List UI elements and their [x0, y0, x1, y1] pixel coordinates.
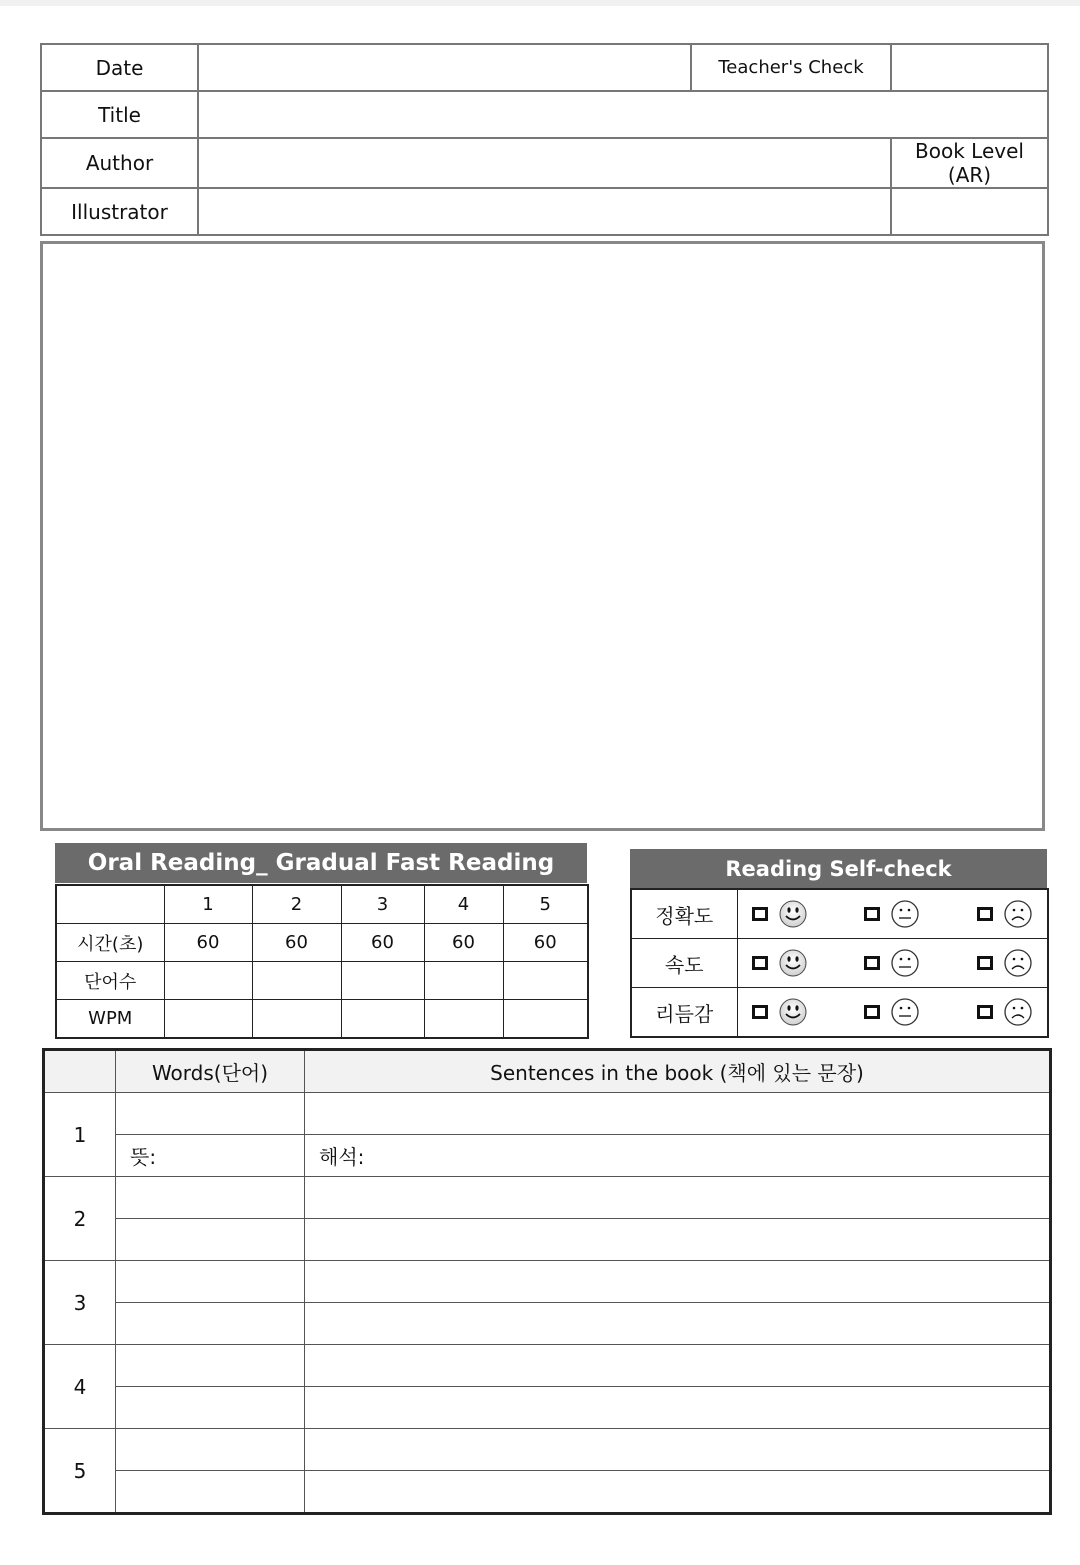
- word-field[interactable]: [116, 1093, 305, 1135]
- translation-field[interactable]: [305, 1303, 1051, 1345]
- date-label: Date: [41, 44, 198, 91]
- time-value: 60: [503, 924, 588, 962]
- sentences-header: Sentences in the book (책에 있는 문장): [305, 1050, 1051, 1093]
- translation-field[interactable]: [305, 1387, 1051, 1429]
- option-sad[interactable]: [977, 899, 1033, 929]
- row-number: 5: [44, 1429, 116, 1514]
- sad-face-icon: [1003, 948, 1033, 978]
- meaning-field[interactable]: [116, 1387, 305, 1429]
- sentence-field[interactable]: [305, 1345, 1051, 1387]
- translation-field[interactable]: [305, 1471, 1051, 1514]
- sentence-field[interactable]: [305, 1429, 1051, 1471]
- meaning-field[interactable]: 뜻:: [116, 1135, 305, 1177]
- time-value: 60: [424, 924, 503, 962]
- wpm-field[interactable]: [503, 1000, 588, 1039]
- checkbox[interactable]: [864, 956, 880, 970]
- translation-field[interactable]: 해석:: [305, 1135, 1051, 1177]
- top-strip: [0, 0, 1080, 6]
- happy-face-icon: [778, 948, 808, 978]
- meaning-field[interactable]: [116, 1471, 305, 1514]
- rhythm-options: [738, 997, 1048, 1027]
- title-label: Title: [41, 91, 198, 138]
- oral-col-header: 1: [164, 885, 252, 924]
- summary-box[interactable]: [40, 241, 1045, 831]
- word-field[interactable]: [116, 1177, 305, 1219]
- rhythm-label: 리듬감: [631, 988, 737, 1038]
- oral-col-header: 5: [503, 885, 588, 924]
- neutral-face-icon: [890, 948, 920, 978]
- book-info-table: [40, 43, 1049, 236]
- word-count-field[interactable]: [252, 962, 341, 1000]
- words-sentences-table: [42, 1048, 1052, 1515]
- time-value: 60: [252, 924, 341, 962]
- happy-face-icon: [778, 899, 808, 929]
- translation-field[interactable]: [305, 1219, 1051, 1261]
- speed-label: 속도: [631, 939, 737, 988]
- sentence-field[interactable]: [305, 1093, 1051, 1135]
- neutral-face-icon: [890, 997, 920, 1027]
- row-number: 2: [44, 1177, 116, 1261]
- checkbox[interactable]: [977, 907, 993, 921]
- oral-reading-title: Oral Reading_ Gradual Fast Reading: [55, 843, 587, 883]
- words-header: Words(단어): [116, 1050, 305, 1093]
- word-field[interactable]: [116, 1345, 305, 1387]
- book-level-label: Book Level (AR): [891, 138, 1048, 188]
- option-sad[interactable]: [977, 948, 1033, 978]
- sentence-field[interactable]: [305, 1177, 1051, 1219]
- wpm-label: WPM: [56, 1000, 164, 1039]
- time-value: 60: [341, 924, 424, 962]
- wpm-field[interactable]: [341, 1000, 424, 1039]
- oral-corner-cell: [56, 885, 164, 924]
- word-count-label: 단어수: [56, 962, 164, 1000]
- author-field[interactable]: [198, 138, 891, 188]
- checkbox[interactable]: [752, 907, 768, 921]
- accuracy-label: 정확도: [631, 889, 737, 939]
- sad-face-icon: [1003, 997, 1033, 1027]
- row-number: 3: [44, 1261, 116, 1345]
- word-field[interactable]: [116, 1429, 305, 1471]
- book-level-field[interactable]: [891, 188, 1048, 235]
- option-happy[interactable]: [752, 997, 808, 1027]
- number-header: [44, 1050, 116, 1093]
- checkbox[interactable]: [864, 907, 880, 921]
- speed-options: [738, 948, 1048, 978]
- oral-reading-table: [55, 884, 589, 1039]
- row-number: 1: [44, 1093, 116, 1177]
- word-count-field[interactable]: [503, 962, 588, 1000]
- checkbox[interactable]: [752, 956, 768, 970]
- word-field[interactable]: [116, 1261, 305, 1303]
- time-label: 시간(초): [56, 924, 164, 962]
- oral-col-header: 4: [424, 885, 503, 924]
- word-count-field[interactable]: [341, 962, 424, 1000]
- checkbox[interactable]: [977, 956, 993, 970]
- illustrator-field[interactable]: [198, 188, 891, 235]
- wpm-field[interactable]: [164, 1000, 252, 1039]
- option-neutral[interactable]: [864, 948, 920, 978]
- title-field[interactable]: [198, 91, 1048, 138]
- accuracy-options: [738, 899, 1048, 929]
- oral-col-header: 2: [252, 885, 341, 924]
- neutral-face-icon: [890, 899, 920, 929]
- meaning-field[interactable]: [116, 1303, 305, 1345]
- time-value: 60: [164, 924, 252, 962]
- checkbox[interactable]: [864, 1005, 880, 1019]
- checkbox[interactable]: [977, 1005, 993, 1019]
- word-count-field[interactable]: [424, 962, 503, 1000]
- option-neutral[interactable]: [864, 899, 920, 929]
- sad-face-icon: [1003, 899, 1033, 929]
- self-check-title: Reading Self-check: [630, 849, 1047, 888]
- option-sad[interactable]: [977, 997, 1033, 1027]
- author-label: Author: [41, 138, 198, 188]
- meaning-field[interactable]: [116, 1219, 305, 1261]
- wpm-field[interactable]: [252, 1000, 341, 1039]
- self-check-table: [630, 888, 1049, 1038]
- row-number: 4: [44, 1345, 116, 1429]
- date-field[interactable]: [198, 44, 691, 91]
- teachers-check-label: Teacher's Check: [691, 44, 891, 91]
- option-neutral[interactable]: [864, 997, 920, 1027]
- happy-face-icon: [778, 997, 808, 1027]
- wpm-field[interactable]: [424, 1000, 503, 1039]
- oral-col-header: 3: [341, 885, 424, 924]
- illustrator-label: Illustrator: [41, 188, 198, 235]
- option-happy[interactable]: [752, 948, 808, 978]
- word-count-field[interactable]: [164, 962, 252, 1000]
- sentence-field[interactable]: [305, 1261, 1051, 1303]
- option-happy[interactable]: [752, 899, 808, 929]
- checkbox[interactable]: [752, 1005, 768, 1019]
- teachers-check-field[interactable]: [891, 44, 1048, 91]
